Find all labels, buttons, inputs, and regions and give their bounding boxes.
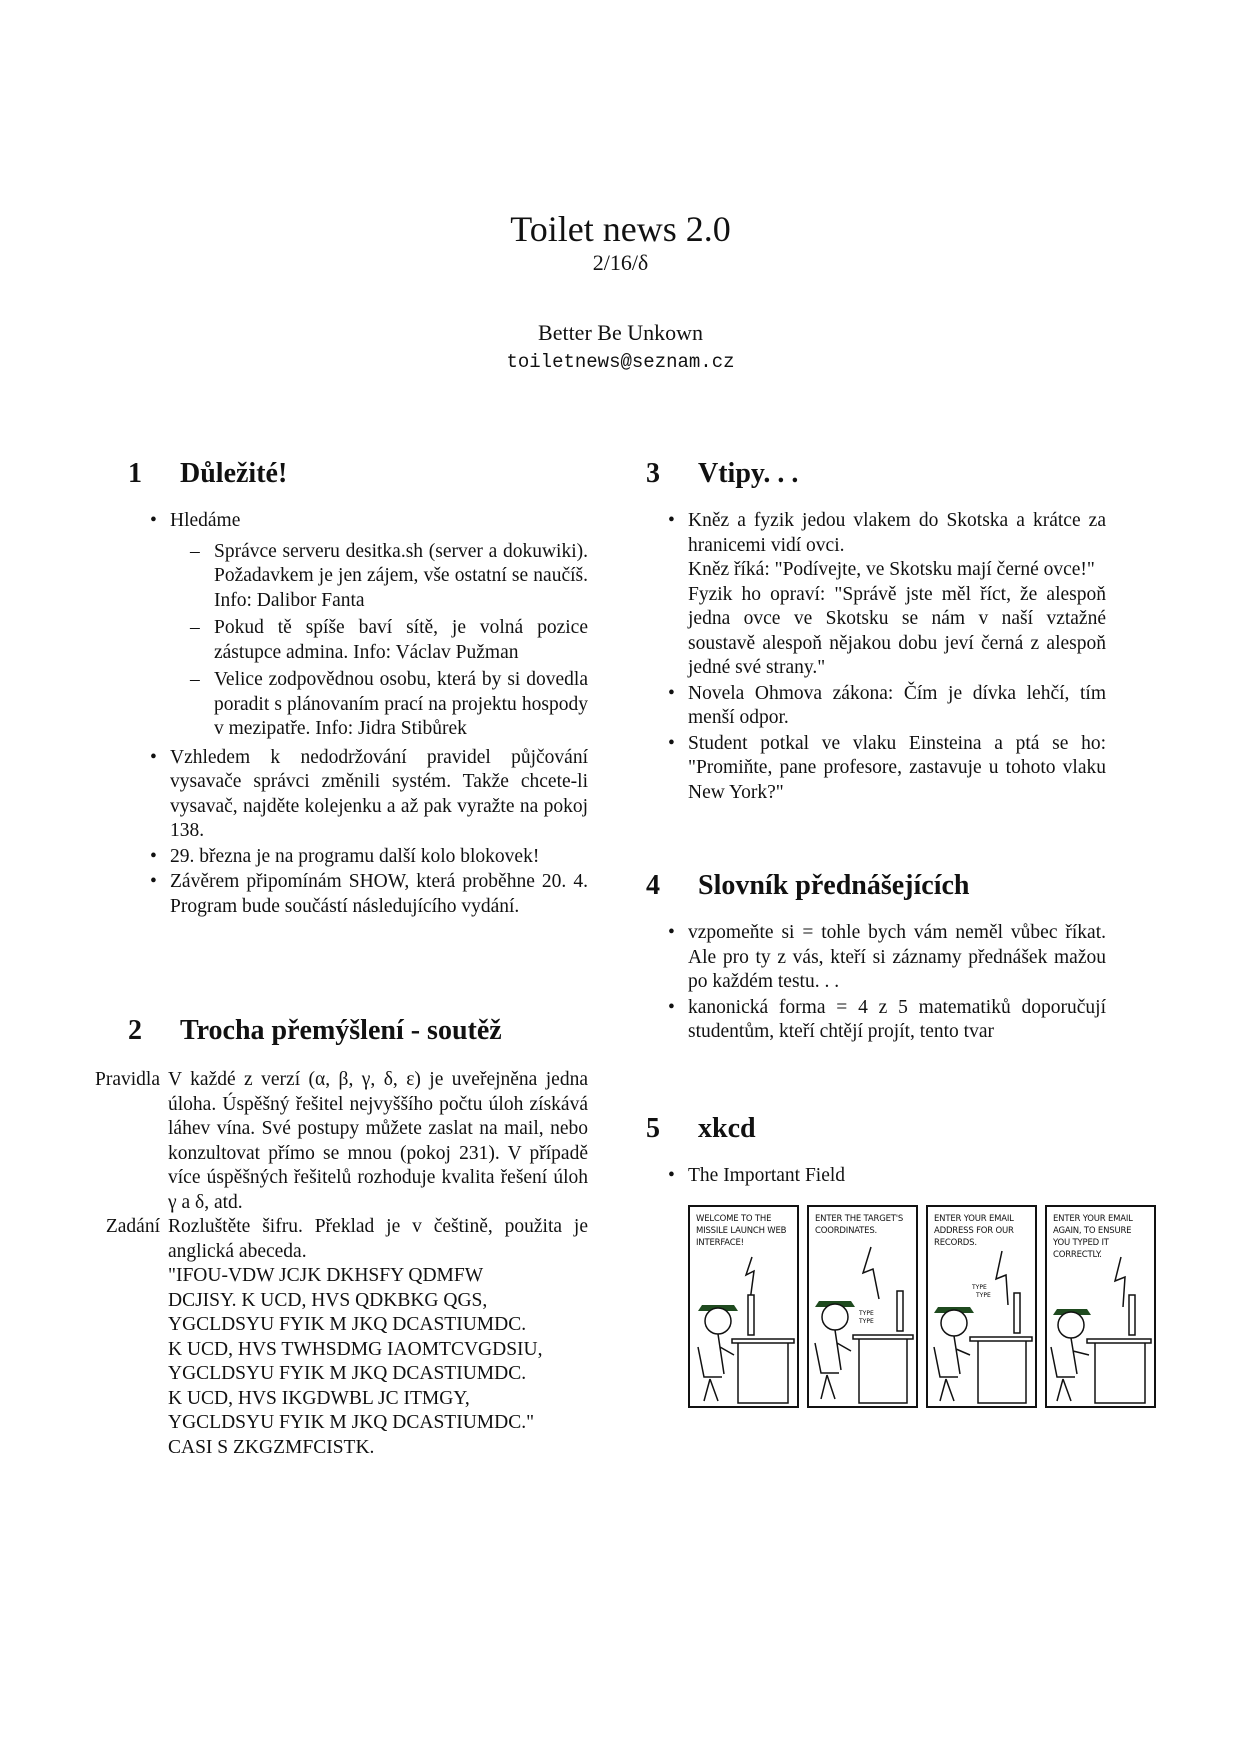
xkcd-comic <box>688 1205 1156 1408</box>
cipher-line: DCJISY. K UCD, HVS QDKBKG QGS, <box>168 1289 488 1311</box>
sub-list-item: – Správce serveru desitka.sh (server a dokuwiki). Požadavkem je jen zájem, vše ostatní se naučíš. Info: Dalibor Fanta <box>214 540 588 614</box>
section-5-heading <box>646 1113 756 1145</box>
section-2-heading <box>128 1015 502 1047</box>
section-3-heading <box>646 458 798 490</box>
panel-caption: ENTER YOUR EMAIL AGAIN, TO ENSURE YOU TYPED IT CORRECTLY. <box>1053 1214 1133 1260</box>
section-4-body <box>688 921 1106 1046</box>
contact-email: toiletnews@seznam.cz <box>506 351 735 373</box>
comic-panel-4 <box>1045 1205 1156 1408</box>
section-4-heading <box>646 870 969 902</box>
cipher-line: CASI S ZKGZMFCISTK. <box>168 1436 375 1458</box>
comic-item: • The Important Field <box>688 1164 1106 1189</box>
list-item: • Vzhledem k nedodržování pravidel půjčování vysavače správci změnili systém. Takže chcete-li vysavač, najděte kolejenku a až pak vyražte na pokoj 138. <box>170 746 588 844</box>
rules-text: V každé z verzí (α, β, γ, δ, ε) je uveřejněna jedna úloha. Úspěšný řešitel nejvyššího počtu úloh získává láhev vína. Své postupy můžete zaslat na mail, nebo konzultovat přímo se mnou (pokoj 231). V případě více úspěšných řešitelů rozhoduje kvalita řešení úloh γ a δ, atd. <box>168 1069 588 1213</box>
section-number: 2 <box>128 1015 142 1046</box>
glossary-item: • vzpomeňte si = tohle bych vám neměl vůbec říkat. Ale pro ty z vás, kteří si záznamy přednášek mažou po každém testu. . . <box>688 921 1106 995</box>
section-number: 1 <box>128 458 142 489</box>
joke-line: Kněz říká: "Podívejte, ve Skotsku mají černé ovce!" <box>688 559 1095 580</box>
list-item: • 29. března je na programu další kolo blokovek! <box>170 845 588 870</box>
svg-text:TYPE: TYPE <box>972 1284 987 1291</box>
svg-text:TYPE: TYPE <box>859 1318 874 1325</box>
comic-panel-1 <box>688 1205 799 1408</box>
task-content <box>168 1215 588 1460</box>
panel-caption: ENTER YOUR EMAIL ADDRESS FOR OUR RECORDS. <box>934 1214 1014 1248</box>
section-title: xkcd <box>698 1113 756 1144</box>
svg-text:TYPE: TYPE <box>859 1310 874 1317</box>
section-1-body <box>170 509 588 920</box>
glossary-item: • kanonická forma = 4 z 5 matematiků doporučují studentům, kteří chtějí projít, tento tvar <box>688 996 1106 1045</box>
joke-item: • Novela Ohmova zákona: Čím je dívka lehčí, tím menší odpor. <box>688 682 1106 731</box>
svg-text:TYPE: TYPE <box>976 1292 991 1299</box>
section-number: 3 <box>646 458 660 489</box>
section-1-heading <box>128 458 287 490</box>
cipher-line: K UCD, HVS IKGDWBL JC ITMGY, <box>168 1387 470 1409</box>
joke-item: • Student potkal ve vlaku Einsteina a ptá se ho: "Promiňte, pane profesore, zastavuje u tohoto vlaku New York?" <box>688 732 1106 806</box>
rules-entry <box>78 1068 588 1215</box>
hledame-label: Hledáme <box>170 510 241 531</box>
list-item: • Závěrem připomínám SHOW, která proběhne 20. 4. Program bude součástí následujícího vydání. <box>170 870 588 919</box>
task-text: Rozluštěte šifru. Překlad je v češtině, použita je anglická abeceda. <box>168 1216 588 1262</box>
section-5-body <box>688 1164 1106 1190</box>
section-number: 5 <box>646 1113 660 1144</box>
section-2-body <box>78 1068 588 1460</box>
document-author: Better Be Unkown <box>538 320 703 345</box>
panel-caption: ENTER THE TARGET'S COORDINATES. <box>815 1214 904 1236</box>
comic-panel-3 <box>926 1205 1037 1408</box>
panel-caption: WELCOME TO THE MISSILE LAUNCH WEB INTERFACE! <box>696 1214 787 1248</box>
cipher-line: YGCLDSYU FYIK M JKQ DCASTIUMDC. <box>168 1363 527 1384</box>
section-3-body <box>688 509 1106 806</box>
joke-line: • Kněz a fyzik jedou vlakem do Skotska a krátce za hranicemi vidí ovci. <box>688 510 1106 556</box>
document-title: Toilet news 2.0 <box>510 209 731 249</box>
document-date: 2/16/δ <box>592 250 649 275</box>
cipher-line: YGCLDSYU FYIK M JKQ DCASTIUMDC." <box>168 1412 535 1433</box>
cipher-line: YGCLDSYU FYIK M JKQ DCASTIUMDC. <box>168 1314 527 1335</box>
sub-list-item: – Velice zodpovědnou osobu, která by si dovedla poradit s plánovaním prací na projektu hospody v mezipatře. Info: Jidra Stibůrek <box>214 668 588 742</box>
rules-label: Pravidla <box>95 1069 160 1090</box>
list-item <box>170 509 588 742</box>
joke-item <box>688 509 1106 681</box>
section-number: 4 <box>646 870 660 901</box>
cipher-line: "IFOU-VDW JCJK DKHSFY QDMFW <box>168 1265 484 1286</box>
joke-line: Fyzik ho opraví: "Správě jste měl říct, že alespoň jedna ovce ve Skotsku se nám v naší vztažné soustavě alespoň nějakou dobu jeví černá z alespoň jedné své strany." <box>688 583 1106 678</box>
section-title: Důležité! <box>180 458 288 489</box>
cipher-text <box>168 1264 588 1460</box>
task-entry <box>78 1215 588 1460</box>
cipher-line: K UCD, HVS TWHSDMG IAOMTCVGDSIU, <box>168 1338 543 1360</box>
section-title: Slovník přednášejících <box>698 870 970 901</box>
stick-figure-icon <box>809 1207 918 1408</box>
comic-panel-2 <box>807 1205 918 1408</box>
section-title: Vtipy. . . <box>698 458 799 489</box>
section-title: Trocha přemýšlení - soutěž <box>180 1015 502 1046</box>
task-label: Zadání <box>105 1216 160 1237</box>
sub-list-item: – Pokud tě spíše baví sítě, je volná pozice zástupce admina. Info: Václav Pužman <box>214 616 588 665</box>
